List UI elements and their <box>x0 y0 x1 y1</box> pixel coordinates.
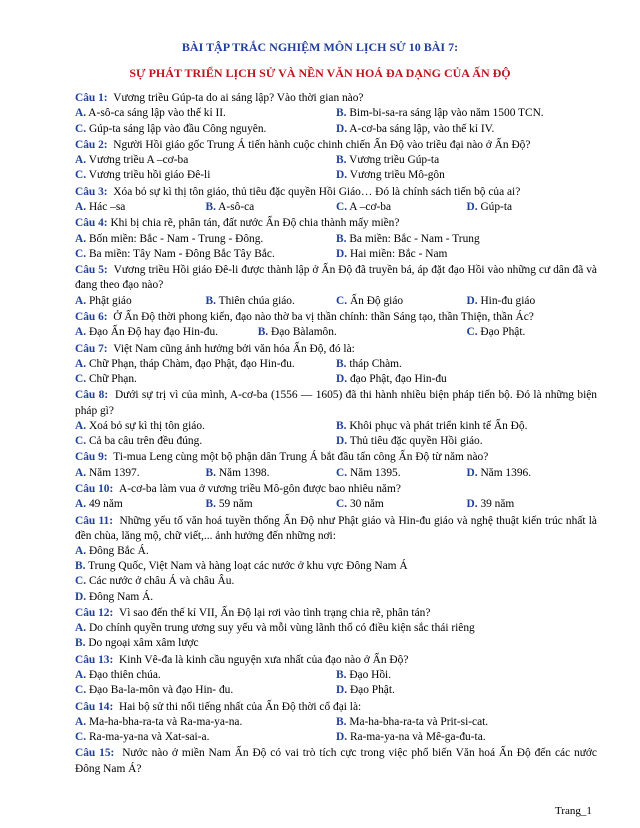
question-15 <box>75 746 597 776</box>
option-c: C. Đạo Phật. <box>466 326 526 339</box>
question-5 <box>75 263 597 309</box>
option-c: C. Ấn Độ giáo <box>336 294 404 307</box>
question-text: A-cơ-ba làm vua ở vương triều Mô-gôn được bao nhiêu năm? <box>119 482 401 495</box>
option-c: C. Các nước ở châu Á và châu Âu. <box>75 575 235 588</box>
question-13 <box>75 653 597 699</box>
question-list <box>75 90 597 777</box>
option-d: D. Vương triều Mô-gôn <box>336 169 445 182</box>
question-number: Câu 11: <box>75 514 114 527</box>
option-a: A. Chữ Phạn, tháp Chàm, đạo Phật, đạo Hin-đu. <box>75 357 295 370</box>
option-c: C. Vương triều hồi giáo Đê-li <box>75 169 211 182</box>
option-a: A. Bốn miền: Bắc - Nam - Trung - Đông. <box>75 232 264 245</box>
option-c: C. 30 năm <box>336 498 384 511</box>
option-c: C. Đạo Ba-la-môn và đạo Hin- đu. <box>75 684 234 697</box>
question-text: Ở Ấn Độ thời phong kiến, đạo nào thờ ba vị thần chính: thần Sáng tạo, thần Thiện, thần Ác? <box>113 310 534 323</box>
option-b: B. Ma-ha-bha-ra-ta và Prit-si-cat. <box>336 715 489 728</box>
question-8 <box>75 388 597 449</box>
question-number: Câu 8: <box>75 389 109 402</box>
option-a: A. Phật giáo <box>75 294 132 307</box>
question-text: Nước nào ở miền Nam Ấn Độ có vai trò tích cực trong việc phổ biến Văn hoá Ấn Độ đến các nước Đông Nam Á? <box>75 747 597 775</box>
question-14 <box>75 700 597 746</box>
option-a: A. Xoá bỏ sự kì thị tôn giáo. <box>75 419 205 432</box>
option-c: C. Gúp-ta sáng lập vào đầu Công nguyên. <box>75 122 267 135</box>
option-a: A. Ma-ha-bha-ra-ta và Ra-ma-ya-na. <box>75 715 243 728</box>
option-c: C. Năm 1395. <box>336 466 401 479</box>
question-3 <box>75 185 597 215</box>
question-number: Câu 7: <box>75 342 108 355</box>
option-a: A. Vương triều A –cơ-ba <box>75 154 189 167</box>
option-d: D. Hai miền: Bắc - Nam <box>336 247 448 260</box>
option-d: D. đạo Phật, đạo Hin-đu <box>336 372 447 385</box>
question-10 <box>75 482 597 512</box>
question-number: Câu 10: <box>75 482 114 495</box>
option-d: D. 39 năm <box>466 498 515 511</box>
option-a: A. Năm 1397. <box>75 466 140 479</box>
question-text: Dưới sự trị vì của mình, A-cơ-ba (1556 — 1605) đã thi hành nhiều biện pháp tiến bộ. Đó là những biện pháp gì? <box>75 389 597 417</box>
question-text: Vì sao đến thế kỉ VII, Ấn Độ lại rơi vào tình trạng chia rẽ, phân tán? <box>119 606 431 619</box>
question-number: Câu 2: <box>75 138 108 151</box>
option-b: B. Vương triều Gúp-ta <box>336 154 440 167</box>
question-text: Khi bị chia rẽ, phân tán, đất nước Ấn Độ chia thành mấy miền? <box>110 217 400 230</box>
question-number: Câu 1: <box>75 92 108 105</box>
option-b: B. Bim-bi-sa-ra sáng lập vào năm 1500 TCN. <box>336 107 544 120</box>
option-c: C. A –cơ-ba <box>336 200 392 213</box>
option-d: D. Hin-đu giáo <box>466 294 536 307</box>
option-c: C. Ra-ma-ya-na và Xat-sai-a. <box>75 730 210 743</box>
question-number: Câu 9: <box>75 451 108 464</box>
question-text: Vương triều Hồi giáo Đê-li được thành lập ở Ấn Độ đã truyền bá, áp đặt đạo Hồi vào những cư dân đã và đang theo đạo nào? <box>75 264 597 292</box>
option-d: D. Gúp-ta <box>466 200 513 213</box>
option-c: C. Chữ Phạn. <box>75 372 137 385</box>
option-c: C. Ba miền: Tây Nam - Đông Bắc Tây Bắc. <box>75 247 275 260</box>
option-b: B. Thiên chúa giáo. <box>205 294 295 307</box>
option-a: A. A-sô-ca sáng lập vào thế kỉ II. <box>75 107 226 120</box>
option-d: D. Thủ tiêu đặc quyền Hồi giáo. <box>336 434 483 447</box>
question-text: Kinh Vê-đa là kinh cầu nguyện xưa nhất của đạo nào ở Ấn Độ? <box>119 653 409 666</box>
option-b: B. 59 năm <box>205 498 253 511</box>
question-7 <box>75 342 597 388</box>
question-6 <box>75 310 597 340</box>
page-title: BÀI TẬP TRẮC NGHIỆM MÔN LỊCH SỬ 10 BÀI 7: <box>181 40 459 54</box>
option-b: B. Đạo Hồi. <box>336 668 392 681</box>
option-a: A. 49 năm <box>75 498 123 511</box>
question-number: Câu 14: <box>75 700 114 713</box>
question-1 <box>75 91 597 137</box>
question-number: Câu 3: <box>75 185 108 198</box>
question-11 <box>75 514 597 605</box>
option-b: B. Trung Quốc, Việt Nam và hàng loạt các nước ở khu vực Đông Nam Á <box>75 560 408 573</box>
question-text: Xóa bỏ sự kì thị tôn giáo, thủ tiêu đặc quyền Hồi Giáo… Đó là chính sách tiến bộ của ai? <box>113 185 521 198</box>
option-a: A. Đạo Ấn Độ hay đạo Hin-đu. <box>75 326 219 339</box>
question-text: Những yếu tố văn hoá tuyền thống Ấn Độ như Phật giáo và Hin-đu giáo và nghệ thuật kiến trúc nhất là đền chùa, lăng mộ, chữ viết,... ảnh hưởng đến những nơi: <box>75 514 597 542</box>
option-b: B. tháp Chàm. <box>336 357 402 370</box>
question-12 <box>75 606 597 652</box>
question-text: Vương triều Gúp-ta do ai sáng lập? Vào thời gian nào? <box>113 92 364 105</box>
question-number: Câu 15: <box>75 747 115 760</box>
question-number: Câu 12: <box>75 606 114 619</box>
option-a: A. Đạo thiên chúa. <box>75 668 161 681</box>
question-text: Việt Nam cũng ảnh hưởng bởi văn hóa Ấn Độ, đó là: <box>113 342 355 355</box>
option-b: B. Khôi phục và phát triển kinh tế Ấn Độ. <box>336 419 528 432</box>
option-a: A. Hác –sa <box>75 200 126 213</box>
option-b: B. Đạo Bàlamôn. <box>257 326 337 339</box>
option-c: C. Cả ba câu trên đều đúng. <box>75 434 203 447</box>
option-b: B. Do ngoại xâm xâm lược <box>75 637 199 650</box>
option-a: A. Đông Bắc Á. <box>75 544 149 557</box>
option-b: B. A-sô-ca <box>205 200 255 213</box>
question-text: Hai bộ sử thi nổi tiếng nhất của Ấn Độ thời cổ đại là: <box>119 700 362 713</box>
question-number: Câu 4: <box>75 217 108 230</box>
option-a: A. Do chính quyền trung ương suy yếu và mỗi vùng lãnh thổ có điều kiện sắc thái riêng <box>75 622 475 635</box>
question-number: Câu 13: <box>75 653 114 666</box>
question-2 <box>75 138 597 184</box>
option-b: B. Ba miền: Bắc - Nam - Trung <box>336 232 480 245</box>
option-d: D. Đông Nam Á. <box>75 590 154 603</box>
option-d: D. Năm 1396. <box>466 466 532 479</box>
question-number: Câu 5: <box>75 264 108 277</box>
question-4 <box>75 216 597 262</box>
option-d: D. Ra-ma-ya-na và Mê-ga-đu-ta. <box>336 730 486 743</box>
page-number: Trang_1 <box>555 805 592 817</box>
page-subtitle: SỰ PHÁT TRIỂN LỊCH SỬ VÀ NỀN VĂN HOÁ ĐA DẠNG CỦA ẤN ĐỘ <box>129 66 511 80</box>
option-d: D. A-cơ-ba sáng lập, vào thế kỉ IV. <box>336 122 495 135</box>
question-9 <box>75 450 597 480</box>
question-text: Ti-mua Leng cùng một bộ phận dân Trung Á bắt đầu tấn công Ấn Độ từ năm nào? <box>113 451 489 464</box>
option-b: B. Năm 1398. <box>205 466 270 479</box>
question-text: Người Hồi giáo gốc Trung Á tiến hành cuộc chinh chiến Ấn Độ vào triều đại nào ở Ấn Độ? <box>113 138 531 151</box>
question-number: Câu 6: <box>75 310 108 323</box>
option-d: D. Đạo Phật. <box>336 684 395 697</box>
